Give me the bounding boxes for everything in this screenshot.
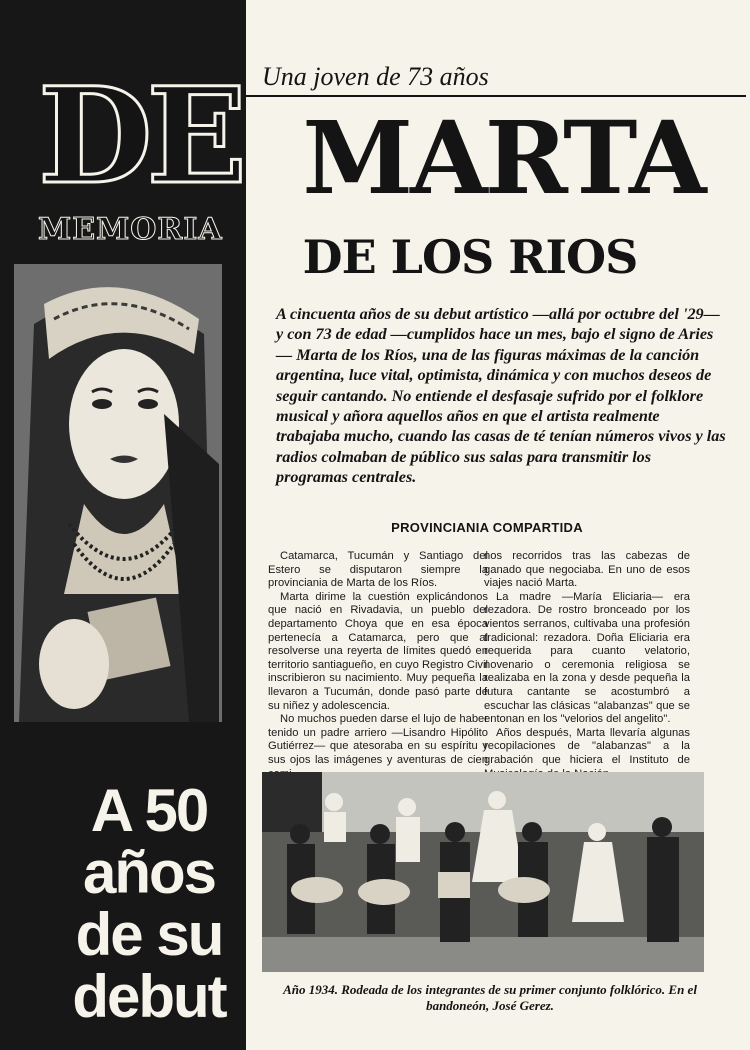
article-lede: A cincuenta años de su debut artístico —allá por octubre del '29— y con 73 de edad —cumplidos hace un mes, bajo el signo de Aries— Marta de los Ríos, una de las figuras máximas de la canción argentina, luce vital, optimista, dinámica y con muchos deseos de seguir cantando. No entiende el desfasaje sufrido por el folklore musical y añora aquellos años en que el artista realmente trabajaba mucho, cuando las casas de té tenían números vivos y las radios colmaban de público sus salas para transmitir los programas centrales.	[276, 305, 726, 487]
section-title-de: DE	[38, 59, 242, 214]
section-heading: PROVINCIANIA COMPARTIDA	[391, 520, 583, 535]
side-headline-line: debut	[72, 963, 226, 1030]
body-paragraph: No muchos pueden darse el lujo de haber tenido un padre arriero —Lisandro Hipólito Gutiérrez— que atesoraba en su espíritu y sus ojos las imágenes y aventuras de cien	[268, 713, 488, 766]
article-title: MARTA	[302, 99, 704, 217]
kicker-divider	[246, 95, 746, 97]
article-subtitle: DE LOS RIOS	[302, 230, 638, 284]
body-column-2	[484, 550, 690, 781]
body-paragraph: La madre —María Eliciaria— era rezadora. De rostro bronceado por los vientos serranos, cultivaba una profesión tradicional: rezadora. Doña Eliciaria era requerida para cuanto velatorio, novenario o ceremonia religiosa se realizaba en la zona y desde pequeña la futura cantante se acostumbró a escuchar las clásicas "alabanzas" que se entonan en los "velorios del angelito".	[484, 590, 690, 726]
side-headline-line: de su	[75, 901, 223, 968]
body-column-1	[268, 550, 488, 781]
body-paragraph: Años después, Marta llevaría algunas recopilaciones de "alabanzas" a la grabación que hiciera el Instituto de	[484, 726, 690, 766]
photo-caption: Año 1934. Rodeada de los integrantes de su primer conjunto folklórico. En el bandoneón, José Gerez.	[283, 982, 697, 1013]
body-paragraph: Marta dirime la cuestión explicándonos que nació en Rivadavia, un pueblo del departamento Choya que en esa época pertenecía a Catamarca, pero que al resolverse una reyerta de límites quedó en territorio santiagueño, en cuyo Registro Civil inscribieron su nacimiento. Muy pequeña la llevaron a Tucumán, donde pasó parte de su niñez y adolescencia.	[268, 590, 488, 712]
side-headline	[64, 777, 234, 1030]
body-paragraph: Catamarca, Tucumán y Santiago del Estero se disputaron siempre la provinciania de Marta de los Ríos.	[268, 550, 488, 590]
side-headline-line: años	[82, 839, 216, 906]
group-photo	[262, 772, 704, 972]
article-kicker: Una joven de 73 años	[262, 62, 489, 91]
portrait-photo	[14, 264, 222, 722]
side-headline-line: A 50	[90, 777, 208, 844]
section-title-memoria: MEMORIA	[38, 212, 223, 247]
body-paragraph: nos recorridos tras las cabezas de ganado que negociaba. En uno de esos viajes nació Marta.	[484, 550, 690, 590]
